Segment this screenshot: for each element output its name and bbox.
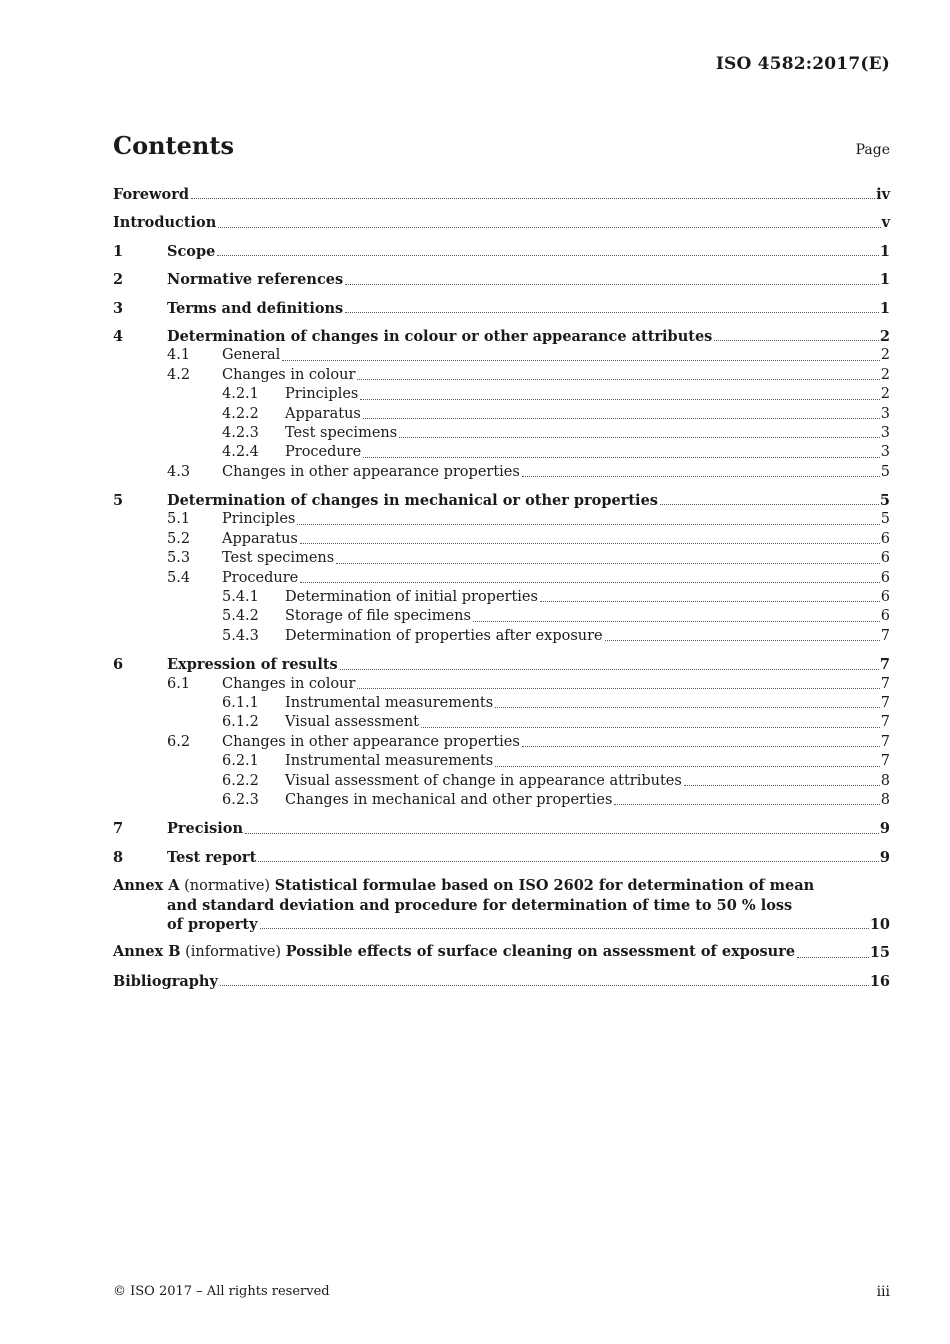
annex-b-title: Possible effects of surface cleaning on assessment of exposure bbox=[285, 943, 796, 961]
toc-page: 1 bbox=[879, 242, 890, 260]
toc-page: iv bbox=[876, 185, 890, 203]
document-code: ISO 4582:2017(E) bbox=[715, 54, 890, 74]
leader-dots bbox=[495, 766, 880, 767]
leader-dots bbox=[336, 563, 880, 564]
toc-title: Determination of properties after exposure bbox=[285, 627, 603, 644]
toc-number: 4.2.1 bbox=[222, 386, 259, 403]
toc-entries bbox=[113, 185, 890, 867]
bibliography-page: 16 bbox=[869, 972, 890, 990]
toc-title: Test specimens bbox=[285, 424, 398, 441]
bibliography-title: Bibliography bbox=[113, 972, 218, 990]
annex-b-type: (informative) bbox=[185, 944, 282, 961]
toc-title: Changes in colour bbox=[222, 366, 356, 383]
toc-number: 5.4.3 bbox=[222, 627, 259, 644]
footer-copyright: © ISO 2017 – All rights reserved bbox=[113, 1284, 330, 1299]
toc-number: 2 bbox=[113, 271, 124, 289]
toc-entry-5-3[interactable] bbox=[113, 549, 890, 568]
toc-entry-6-2-2[interactable] bbox=[113, 772, 890, 791]
leader-dots bbox=[220, 985, 869, 986]
toc-entry-6-2[interactable] bbox=[113, 733, 890, 752]
toc-page: 2 bbox=[880, 366, 890, 383]
toc-page: 7 bbox=[879, 656, 890, 674]
toc-page: 7 bbox=[880, 753, 890, 770]
annex-a-title-line-2: and standard deviation and procedure for determination of time to 50 % loss bbox=[167, 896, 793, 914]
annex-a-label: Annex A bbox=[113, 877, 180, 895]
table-of-contents bbox=[113, 185, 890, 991]
toc-number: 6.2.1 bbox=[222, 753, 259, 770]
toc-number: 5.2 bbox=[167, 530, 191, 547]
toc-page: v bbox=[881, 214, 890, 232]
toc-number: 6 bbox=[113, 656, 124, 674]
toc-number: 4.3 bbox=[167, 463, 191, 480]
toc-entry-foreword[interactable] bbox=[113, 185, 890, 204]
leader-dots bbox=[473, 621, 880, 622]
toc-number: 4.2.4 bbox=[222, 444, 259, 461]
toc-number: 5.4.1 bbox=[222, 589, 259, 606]
toc-title: Storage of file specimens bbox=[285, 608, 471, 625]
leader-dots bbox=[258, 861, 879, 862]
toc-entry-5-4[interactable] bbox=[113, 569, 890, 588]
leader-dots bbox=[217, 255, 879, 256]
toc-page: 2 bbox=[880, 347, 890, 364]
toc-entry-7[interactable] bbox=[113, 819, 890, 838]
annex-a-type: (normative) bbox=[184, 878, 271, 895]
toc-number: 4.2.3 bbox=[222, 424, 259, 441]
toc-title: Apparatus bbox=[285, 405, 361, 422]
toc-title: Instrumental measurements bbox=[285, 753, 494, 770]
leader-dots bbox=[300, 582, 880, 583]
toc-page: 7 bbox=[880, 733, 890, 750]
toc-entry-3[interactable] bbox=[113, 299, 890, 318]
toc-page: 8 bbox=[880, 791, 890, 808]
toc-entry-4[interactable] bbox=[113, 327, 890, 346]
toc-title: Precision bbox=[167, 820, 243, 838]
leader-dots bbox=[660, 504, 879, 505]
toc-entry-annex-a[interactable] bbox=[113, 876, 890, 934]
toc-title: Principles bbox=[222, 511, 296, 528]
leader-dots bbox=[540, 601, 880, 602]
toc-page: 5 bbox=[880, 463, 890, 480]
leader-dots bbox=[363, 418, 880, 419]
leader-dots bbox=[797, 957, 869, 958]
toc-title: Determination of changes in mechanical or other properties bbox=[167, 492, 658, 510]
toc-title: Visual assessment of change in appearance attributes bbox=[285, 772, 682, 789]
toc-page: 3 bbox=[880, 444, 890, 461]
toc-entry-4-2-1[interactable] bbox=[113, 385, 890, 404]
toc-entry-4-3[interactable] bbox=[113, 463, 890, 482]
toc-number: 4.1 bbox=[167, 347, 191, 364]
leader-dots bbox=[297, 524, 879, 525]
annex-a-title-line-3: of property bbox=[167, 915, 258, 933]
toc-number: 4 bbox=[113, 327, 124, 345]
toc-entry-6[interactable] bbox=[113, 655, 890, 674]
leader-dots bbox=[191, 198, 875, 199]
toc-title: Determination of initial properties bbox=[285, 589, 538, 606]
toc-title: Terms and definitions bbox=[167, 299, 344, 317]
toc-number: 6.2.2 bbox=[222, 772, 259, 789]
toc-entry-5-2[interactable] bbox=[113, 530, 890, 549]
toc-title: Normative references bbox=[167, 271, 344, 289]
toc-number: 8 bbox=[113, 848, 124, 866]
leader-dots bbox=[357, 379, 879, 380]
toc-entry-8[interactable] bbox=[113, 848, 890, 867]
toc-number: 5.1 bbox=[167, 511, 191, 528]
leader-dots bbox=[345, 284, 879, 285]
toc-page: 6 bbox=[880, 530, 890, 547]
toc-title: Apparatus bbox=[222, 530, 298, 547]
toc-number: 1 bbox=[113, 242, 124, 260]
toc-page: 8 bbox=[880, 772, 890, 789]
annex-b-page: 15 bbox=[869, 944, 890, 962]
toc-page: 5 bbox=[880, 511, 890, 528]
toc-page: 7 bbox=[880, 694, 890, 711]
toc-number: 5 bbox=[113, 492, 124, 510]
toc-number: 5.4 bbox=[167, 569, 191, 586]
leader-dots bbox=[282, 360, 879, 361]
toc-title: Determination of changes in colour or other appearance attributes bbox=[167, 327, 713, 345]
toc-page: 6 bbox=[880, 608, 890, 625]
toc-title: Instrumental measurements bbox=[285, 694, 494, 711]
leader-dots bbox=[340, 669, 879, 670]
toc-entry-4-2[interactable] bbox=[113, 366, 890, 385]
toc-page: 2 bbox=[879, 327, 890, 345]
leader-dots bbox=[714, 340, 879, 341]
toc-title: Test report bbox=[167, 848, 257, 866]
toc-page: 3 bbox=[880, 424, 890, 441]
toc-page: 3 bbox=[880, 405, 890, 422]
leader-dots bbox=[345, 312, 879, 313]
toc-entry-5-4-2[interactable] bbox=[113, 607, 890, 626]
toc-page: 2 bbox=[880, 386, 890, 403]
leader-dots bbox=[300, 543, 880, 544]
toc-title: Expression of results bbox=[167, 656, 338, 674]
toc-title: Changes in other appearance properties bbox=[222, 733, 520, 750]
toc-title: Procedure bbox=[222, 569, 299, 586]
toc-number: 5.4.2 bbox=[222, 608, 259, 625]
leader-dots bbox=[522, 476, 880, 477]
toc-entry-4-2-4[interactable] bbox=[113, 443, 890, 462]
toc-entry-6-1-1[interactable] bbox=[113, 694, 890, 713]
leader-dots bbox=[260, 928, 869, 929]
toc-entry-6-2-1[interactable] bbox=[113, 752, 890, 771]
toc-entry-introduction[interactable] bbox=[113, 213, 890, 232]
toc-number: 7 bbox=[113, 820, 124, 838]
toc-title: Test specimens bbox=[222, 550, 335, 567]
toc-entry-4-2-3[interactable] bbox=[113, 424, 890, 443]
toc-number: 5.3 bbox=[167, 550, 191, 567]
toc-page: 6 bbox=[880, 589, 890, 606]
toc-title: Introduction bbox=[113, 214, 217, 232]
toc-number: 4.2 bbox=[167, 366, 191, 383]
toc-title: Procedure bbox=[285, 444, 362, 461]
toc-page: 7 bbox=[880, 627, 890, 644]
toc-page: 1 bbox=[879, 271, 890, 289]
toc-page: 6 bbox=[880, 569, 890, 586]
toc-entry-6-1[interactable] bbox=[113, 675, 890, 694]
leader-dots bbox=[363, 457, 880, 458]
toc-number: 6.1.2 bbox=[222, 714, 259, 731]
leader-dots bbox=[245, 833, 879, 834]
toc-entry-bibliography[interactable] bbox=[113, 972, 890, 991]
toc-page: 7 bbox=[880, 714, 890, 731]
annex-a-title-line-1: Statistical formulae based on ISO 2602 for determination of mean bbox=[274, 877, 815, 895]
toc-title: Changes in colour bbox=[222, 675, 356, 692]
toc-entry-5-4-1[interactable] bbox=[113, 588, 890, 607]
toc-page: 5 bbox=[879, 492, 890, 510]
toc-page: 7 bbox=[880, 675, 890, 692]
annex-b-label: Annex B bbox=[113, 943, 181, 961]
toc-page: 9 bbox=[879, 848, 890, 866]
toc-page: 6 bbox=[880, 550, 890, 567]
toc-entry-1[interactable] bbox=[113, 242, 890, 261]
toc-entry-5-4-3[interactable] bbox=[113, 627, 890, 646]
toc-entry-4-2-2[interactable] bbox=[113, 405, 890, 424]
leader-dots bbox=[522, 746, 880, 747]
leader-dots bbox=[495, 707, 880, 708]
toc-entry-5[interactable] bbox=[113, 491, 890, 510]
toc-entry-2[interactable] bbox=[113, 270, 890, 289]
toc-entry-6-2-3[interactable] bbox=[113, 791, 890, 810]
toc-title: Changes in mechanical and other properties bbox=[285, 791, 613, 808]
leader-dots bbox=[614, 804, 879, 805]
toc-number: 4.2.2 bbox=[222, 405, 259, 422]
footer-page-number: iii bbox=[876, 1284, 890, 1300]
toc-entry-4-1[interactable] bbox=[113, 346, 890, 365]
leader-dots bbox=[360, 399, 879, 400]
toc-number: 3 bbox=[113, 299, 124, 317]
leader-dots bbox=[605, 640, 880, 641]
toc-title: Principles bbox=[285, 386, 359, 403]
leader-dots bbox=[684, 785, 880, 786]
page-column-label: Page bbox=[855, 142, 890, 158]
toc-title: Visual assessment bbox=[285, 714, 420, 731]
toc-entry-5-1[interactable] bbox=[113, 510, 890, 529]
toc-title: Scope bbox=[167, 242, 216, 260]
toc-page: 1 bbox=[879, 299, 890, 317]
toc-entry-6-1-2[interactable] bbox=[113, 713, 890, 732]
leader-dots bbox=[218, 227, 880, 228]
annex-a-page: 10 bbox=[869, 915, 890, 933]
toc-title: General bbox=[222, 347, 281, 364]
leader-dots bbox=[421, 727, 880, 728]
leader-dots bbox=[357, 688, 879, 689]
toc-page: 9 bbox=[879, 820, 890, 838]
toc-number: 6.1 bbox=[167, 675, 191, 692]
contents-heading: Contents bbox=[113, 131, 234, 160]
toc-title: Foreword bbox=[113, 185, 189, 203]
toc-entry-annex-b[interactable] bbox=[113, 943, 890, 962]
toc-number: 6.2 bbox=[167, 733, 191, 750]
toc-number: 6.2.3 bbox=[222, 791, 259, 808]
toc-title: Changes in other appearance properties bbox=[222, 463, 520, 480]
leader-dots bbox=[399, 437, 880, 438]
toc-number: 6.1.1 bbox=[222, 694, 259, 711]
